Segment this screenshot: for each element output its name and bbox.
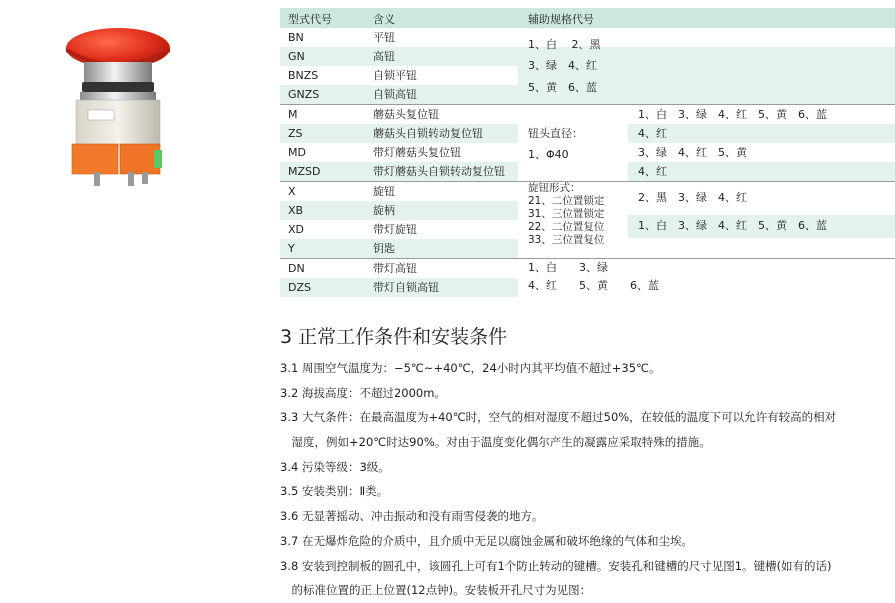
table-row-code: Y bbox=[288, 242, 295, 255]
table-row-code: XB bbox=[288, 204, 304, 217]
table-row-code: GNZS bbox=[288, 88, 320, 101]
table-row-meaning: 自锁平钮 bbox=[373, 69, 417, 82]
table-row-color: 4、红 bbox=[638, 165, 667, 178]
aux-spec-line: 钮头直径： bbox=[528, 127, 583, 140]
header-meaning: 含义 bbox=[373, 13, 395, 26]
condition-line: 3.4 污染等级：3级。 bbox=[280, 459, 390, 474]
header-aux-code: 辅助规格代号 bbox=[528, 13, 594, 26]
table-row-code: MD bbox=[288, 146, 306, 159]
table-row-meaning: 旋钮 bbox=[373, 185, 395, 198]
table-row-meaning: 旋柄 bbox=[373, 204, 395, 217]
table-row-code: MZSD bbox=[288, 165, 321, 178]
product-photo-mushroom-button bbox=[58, 22, 178, 192]
aux-spec-line: 3、绿 4、红 bbox=[528, 59, 597, 72]
table-row-meaning: 蘑菇头自锁转动复位钮 bbox=[373, 127, 483, 140]
condition-line: 的标准位置的正上位置(12点钟)。安装板开孔尺寸为见图： bbox=[280, 583, 592, 598]
table-row-code: ZS bbox=[288, 127, 303, 140]
aux-spec-line: 1、白 3、绿 bbox=[528, 261, 608, 274]
table-row-meaning: 带灯蘑菇头自锁转动复位钮 bbox=[373, 165, 505, 178]
table-row-meaning: 自锁高钮 bbox=[373, 88, 417, 101]
condition-line: 3.3 大气条件：在最高温度为+40℃时，空气的相对湿度不超过50%，在较低的温度下可以允许有较高的相对 bbox=[280, 410, 837, 425]
aux-spec-line: 33、三位置复位 bbox=[528, 234, 605, 246]
spec-table bbox=[280, 8, 895, 294]
condition-line: 3.1 周围空气温度为：−5℃~+40℃，24小时内其平均值不超过+35℃。 bbox=[280, 361, 661, 375]
aux-spec-line: 31、三位置锁定 bbox=[528, 208, 605, 220]
table-row-color: 3、绿 4、红 5、黄 bbox=[638, 146, 747, 159]
table-row-meaning: 钥匙 bbox=[373, 242, 395, 255]
aux-spec-line: 21、二位置锁定 bbox=[528, 195, 605, 207]
section-title: 3 正常工作条件和安装条件 bbox=[280, 326, 508, 348]
table-row-code: BNZS bbox=[288, 69, 319, 82]
table-row-meaning: 平钮 bbox=[373, 31, 395, 44]
table-row-code: DN bbox=[288, 262, 305, 275]
datasheet bbox=[280, 8, 895, 598]
table-row-code: X bbox=[288, 185, 296, 198]
table-row-color: 1、白 3、绿 4、红 5、黄 6、蓝 bbox=[638, 108, 827, 121]
table-row-meaning: 带灯旋钮 bbox=[373, 223, 417, 236]
table-row-meaning: 带灯高钮 bbox=[373, 262, 417, 275]
table-row-meaning: 高钮 bbox=[373, 50, 395, 63]
aux-spec-line: 22、二位置复位 bbox=[528, 221, 605, 233]
condition-line: 湿度，例如+20℃时达90%。对由于温度变化偶尔产生的凝露应采取特殊的措施。 bbox=[280, 435, 711, 450]
aux-spec-line: 5、黄 6、蓝 bbox=[528, 81, 597, 94]
condition-line: 3.5 安装类别：Ⅱ类。 bbox=[280, 484, 389, 499]
aux-spec-line: 1、Φ40 bbox=[528, 148, 569, 161]
condition-line: 3.2 海拔高度：不超过2000m。 bbox=[280, 385, 446, 400]
aux-spec-line: 4、红 5、黄 6、蓝 bbox=[528, 279, 659, 292]
color-spec-line: 1、白 3、绿 4、红 5、黄 6、蓝 bbox=[638, 219, 827, 232]
table-row-code: XD bbox=[288, 223, 305, 236]
table-row-code: M bbox=[288, 108, 298, 121]
table-row-code: GN bbox=[288, 50, 305, 63]
aux-spec-line: 1、白 2、黑 bbox=[528, 38, 601, 51]
table-row-code: DZS bbox=[288, 281, 311, 294]
color-spec-line: 2、黑 3、绿 4、红 bbox=[638, 191, 747, 204]
table-row-meaning: 蘑菇头复位钮 bbox=[373, 108, 439, 121]
table-header bbox=[280, 8, 895, 28]
table-row-code: BN bbox=[288, 31, 304, 44]
aux-spec-line: 旋钮形式： bbox=[528, 182, 581, 194]
table-row-meaning: 带灯自锁高钮 bbox=[373, 281, 439, 294]
table-row-meaning: 带灯蘑菇头复位钮 bbox=[373, 146, 461, 159]
header-model-code: 型式代号 bbox=[288, 13, 332, 26]
table-row-color: 4、红 bbox=[638, 127, 667, 140]
condition-line: 3.7 在无爆炸危险的介质中，且介质中无足以腐蚀金属和破坏绝缘的气体和尘埃。 bbox=[280, 533, 693, 548]
condition-line: 3.8 安装到控制板的圆孔中，该圆孔上可有1个防止转动的键槽。安装孔和键槽的尺寸见图1。键槽(如有的话) bbox=[280, 558, 832, 573]
condition-line: 3.6 无显著摇动、冲击振动和没有雨雪侵袭的地方。 bbox=[280, 509, 544, 524]
conditions-list bbox=[280, 356, 895, 603]
